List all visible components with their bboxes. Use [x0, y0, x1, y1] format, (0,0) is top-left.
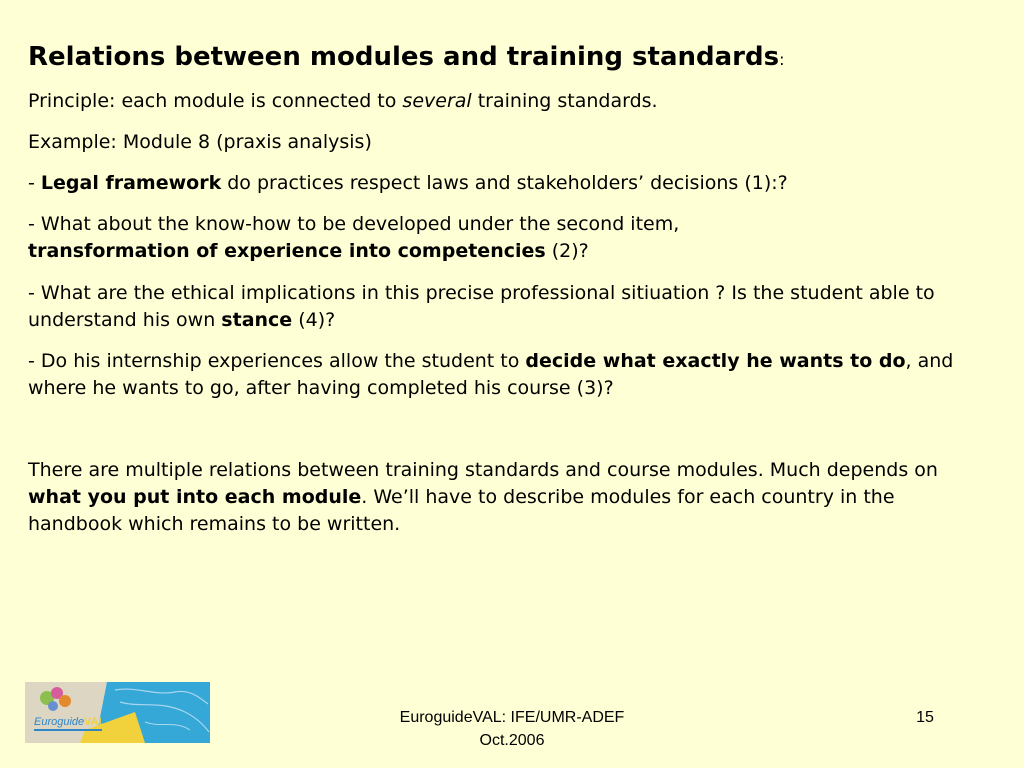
internship-item [28, 348, 993, 402]
example-paragraph [28, 129, 993, 156]
ethics-item [28, 280, 993, 334]
logo-text: Euroguide [34, 716, 85, 728]
principle-text: Principle: each module is connected to [28, 90, 403, 112]
footer-line-2: Oct.2006 [479, 732, 545, 749]
principle-text-end: training standards. [471, 90, 658, 112]
principle-emphasis: several [402, 90, 472, 112]
item-bold: decide what exactly he wants to do [525, 350, 906, 372]
summary-text: There are multiple relations between training standards and course modules. Much depends on [28, 459, 938, 481]
logo-val-text: VAL [84, 716, 106, 728]
legal-framework-item [28, 170, 993, 197]
item-bold: Legal framework [40, 172, 222, 194]
summary-text-end: . We’ll have to describe modules for each country in the handbook which remains to be written. [28, 486, 895, 535]
example-text: Example: Module 8 (praxis analysis) [28, 131, 372, 153]
item-text: - Do his internship experiences allow the student to [28, 350, 526, 372]
item-text-end: , and where he wants to go, after having completed his course (3)? [28, 350, 954, 399]
item-text-end: (4)? [292, 309, 336, 331]
item-text: - What about the know-how to be developed under the second item, [28, 213, 680, 235]
know-how-item [28, 211, 993, 265]
item-text-end: (2)? [545, 240, 589, 262]
title-colon: : [779, 50, 785, 69]
summary-bold: what you put into each module [28, 486, 362, 508]
footer-caption [312, 706, 712, 752]
footer-line-1: EuroguideVAL: IFE/UMR-ADEF [399, 709, 625, 726]
item-bold: stance [221, 309, 293, 331]
summary-paragraph [28, 457, 993, 538]
principle-paragraph [28, 88, 993, 115]
item-text: - What are the ethical implications in this precise professional sitiuation ? Is the student able to understand his own [28, 282, 935, 331]
page-number: 15 [916, 709, 934, 726]
slide-title [28, 40, 988, 77]
item-text: do practices respect laws and stakeholders’ decisions (1):? [221, 172, 788, 194]
title-text: Relations between modules and training standards [28, 42, 780, 72]
item-bold: transformation of experience into competencies [28, 240, 546, 262]
euroguideval-logo [25, 682, 210, 743]
item-dash: - [28, 172, 41, 194]
